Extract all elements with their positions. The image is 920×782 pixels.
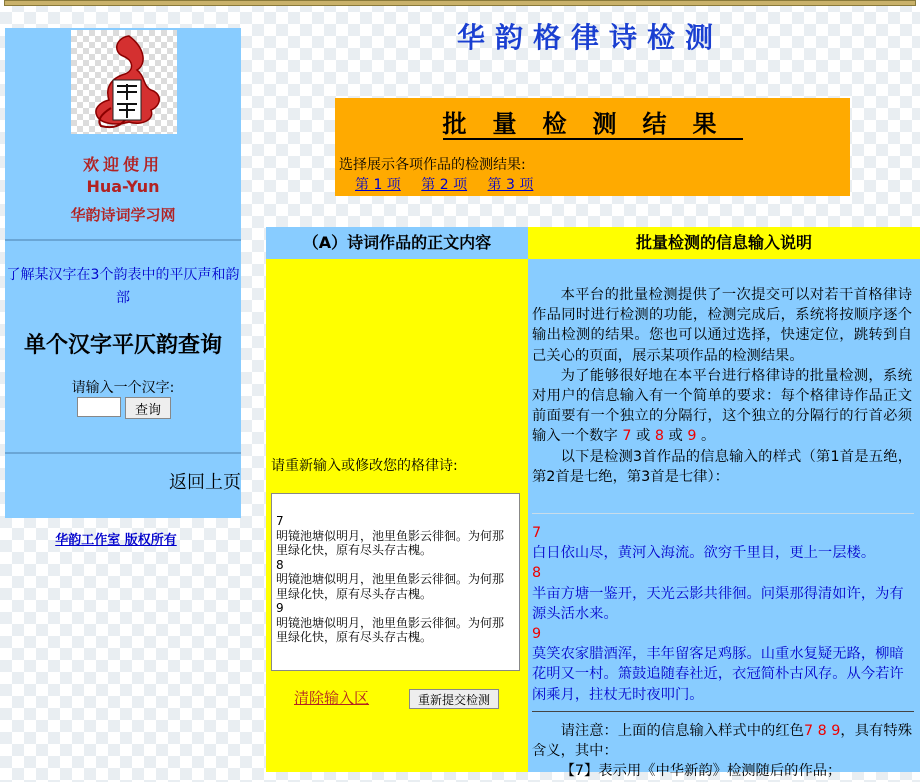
instructions-para-3: 以下是检测3首作品的信息输入的样式（第1首是五绝，第2首是七绝，第3首是七律）：	[532, 448, 912, 485]
instructions-body	[532, 285, 912, 487]
marker-7: 7	[622, 428, 632, 445]
sample-marker-3: 9	[532, 626, 542, 643]
sidebar-divider	[5, 452, 241, 454]
site-title: 华韵格律诗检测	[456, 21, 723, 54]
back-link[interactable]: 返回上页	[169, 472, 241, 493]
query-button[interactable]: 查询	[125, 397, 171, 419]
poem-input-column	[266, 259, 528, 772]
sidebar	[5, 28, 241, 518]
char-lookup-heading: 单个汉字平仄韵查询	[23, 333, 222, 358]
marker-9: 9	[687, 428, 697, 445]
note-detail: 【7】表示用《中华新韵》检测随后的作品；	[560, 763, 842, 780]
instructions-column	[528, 259, 920, 780]
welcome-site-name: 华韵诗词学习网	[70, 206, 176, 224]
note-markers: 7 8 9	[803, 723, 841, 739]
note-para	[532, 721, 912, 761]
result-page-link-1[interactable]: 第 1 项	[355, 177, 401, 193]
results-subtitle: 选择展示各项作品的检测结果:	[339, 157, 526, 173]
results-title	[335, 104, 850, 139]
sidebar-divider	[5, 239, 241, 241]
poem-content-header: （A）诗词作品的正文内容	[266, 227, 528, 259]
results-panel	[335, 98, 850, 196]
input-instructions-header: 批量检测的信息输入说明	[528, 227, 920, 259]
rhyme-info-link[interactable]: 了解某汉字在3个韵表中的平仄声和韵部	[6, 267, 240, 306]
sample-poem-1: 白日依山尽，黄河入海流。欲穷千里目，更上一层楼。	[532, 545, 876, 562]
logo-seal-icon	[71, 30, 177, 134]
note-text: 请注意：上面的信息输入样式中的红色	[560, 723, 804, 739]
marker-8: 8	[654, 428, 664, 445]
instructions-para-1: 本平台的批量检测提供了一次提交可以对若干首格律诗作品同时进行检测的功能，检测完成后，系统将按顺序逐个输出检测的结果。您也可以通过选择，快速定位，跳转到自己关心的页面，展示某项作品的检测结果。	[532, 287, 912, 364]
char-input-label: 请输入一个汉字:	[71, 380, 175, 396]
copyright-link[interactable]: 华韵工作室 版权所有	[55, 533, 177, 548]
section-divider	[532, 711, 914, 712]
section-divider	[532, 513, 914, 514]
results-title-text: 批量检测结果	[442, 110, 743, 138]
sample-poem-3: 莫笑农家腊酒浑，丰年留客足鸡豚。山重水复疑无路，柳暗花明又一村。箫鼓追随春社近，衣冠简朴古风存。从今若许闲乘月，拄杖无时夜叩门。	[532, 646, 904, 703]
instructions-para-2	[532, 366, 912, 447]
sample-poem-2: 半亩方塘一鉴开，天光云影共徘徊。问渠那得清如许，为有源头活水来。	[532, 585, 904, 622]
poem-input-label: 请重新输入或修改您的格律诗:	[271, 458, 458, 474]
char-input[interactable]	[77, 397, 121, 417]
result-page-link-3[interactable]: 第 3 项	[487, 177, 534, 193]
results-page-links	[355, 174, 549, 194]
welcome-brand: Hua-Yun	[86, 177, 160, 196]
note-text-end: ，具有特殊含义，其中：	[532, 723, 912, 760]
resubmit-button[interactable]: 重新提交检测	[409, 689, 499, 709]
sample-marker-2: 8	[532, 565, 542, 582]
or-text: 或	[635, 428, 651, 445]
or-text: 或	[668, 428, 683, 445]
clear-input-link[interactable]: 清除输入区	[294, 689, 370, 707]
top-nav-bar	[4, 0, 916, 6]
site-logo	[71, 30, 177, 134]
instructions-para-2-text: 为了能够很好地在本平台进行格律诗的批量检测，系统对用户的信息输入有一个简单的要求：每个格律诗作品正文前面要有一个独立的分隔行，这个独立的分隔行的行首必须输入一个数字	[532, 367, 912, 445]
welcome-text: 欢迎使用	[82, 155, 163, 174]
period-text: 。	[700, 428, 716, 445]
note-body	[532, 721, 912, 782]
result-page-link-2[interactable]: 第 2 项	[421, 177, 468, 193]
sample-input	[532, 523, 914, 705]
sample-marker-1: 7	[532, 525, 542, 541]
poem-textarea[interactable]	[271, 493, 520, 671]
